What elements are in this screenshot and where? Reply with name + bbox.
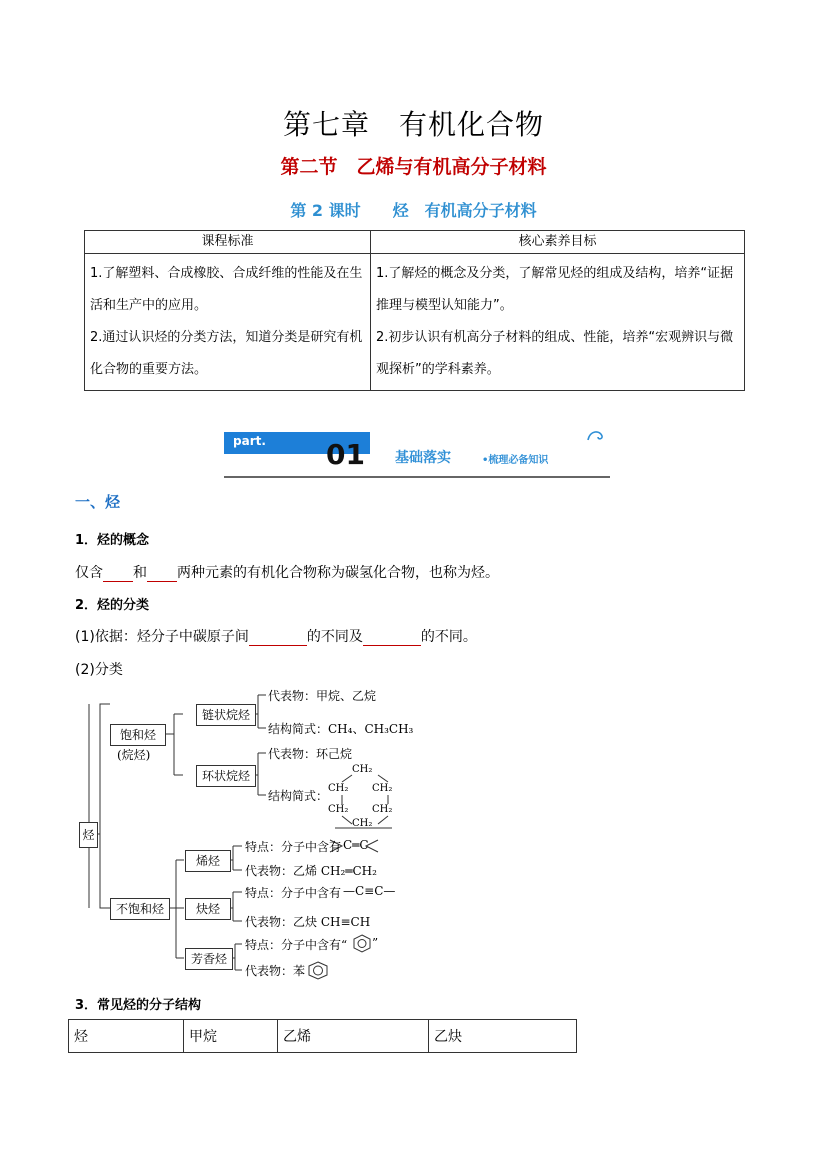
table-cell-hydrocarbon: 烃	[69, 1020, 184, 1053]
classification-heading: 2．烃的分类	[75, 598, 150, 613]
table-row	[69, 1020, 577, 1053]
goals-literacy-1: 1.了解烃的概念及分类，了解常见烃的组成及结构，培养“证据推理与模型认知能力”。	[376, 266, 734, 313]
tree-aromatic-feature-end: ”	[372, 936, 379, 950]
tree-aromatic-rep: 代表物：苯	[245, 964, 306, 978]
tree-saturated-alt: (烷烃)	[117, 748, 151, 762]
basis-text-b: 的不同及	[306, 629, 363, 645]
tree-aromatic: 芳香烃	[185, 948, 233, 970]
banner-part: part.	[233, 434, 266, 448]
table-cell-ethyne: 乙炔	[429, 1020, 577, 1053]
tree-alkyne-feature: 特点：分子中含有	[245, 886, 342, 900]
section-title: 第二节 乙烯与有机高分子材料	[280, 156, 547, 178]
tree-chain-alkane: 链状烷烃	[196, 704, 256, 726]
basis-text-a: (1)依据：烃分子中碳原子间	[75, 629, 249, 645]
tree-alkyne: 炔烃	[185, 898, 231, 920]
concept-text-b: 和	[133, 565, 147, 581]
goals-standard-2: 2.通过认识烃的分类方法，知道分类是研究有机化合物的重要方法。	[90, 330, 363, 377]
tree-alkene-bond: C═C	[343, 838, 369, 852]
structure-heading: 3．常见烃的分子结构	[75, 998, 202, 1013]
tree-ring-formula: 结构简式：	[268, 789, 329, 803]
goals-header-literacy: 核心素养目标	[371, 231, 745, 254]
tree-ring-alkane: 环状烷烃	[196, 765, 256, 787]
table-cell-methane: 甲烷	[184, 1020, 278, 1053]
banner-number: 01	[326, 438, 365, 471]
tree-saturated: 饱和烃	[110, 724, 166, 746]
concept-heading: 1．烃的概念	[75, 533, 150, 548]
tree-alkene-feature: 特点：分子中含有	[245, 840, 342, 854]
banner-title: 基础落实	[395, 450, 451, 466]
basis-text-c: 的不同。	[420, 629, 477, 645]
cyclo-ch2-bottom: CH₂	[352, 818, 373, 829]
cyclo-ch2-ul: CH₂	[328, 783, 349, 794]
tree-chain-formula: 结构简式：CH₄、CH₃CH₃	[268, 722, 414, 736]
goals-header-standard: 课程标准	[85, 231, 371, 254]
section-heading: 一、烃	[75, 493, 121, 511]
tree-alkyne-rep: 代表物：乙炔 CH≡CH	[245, 915, 371, 929]
tree-alkene: 烯烃	[185, 850, 231, 872]
cyclo-ch2-ur: CH₂	[372, 783, 393, 794]
classification-label: (2)分类	[75, 662, 123, 678]
banner-subtitle: •梳理必备知识	[482, 455, 549, 466]
concept-text-a: 仅含	[75, 565, 103, 581]
goals-literacy-2: 2.初步认识有机高分子材料的组成、性能，培养“宏观辨识与微观探析”的学科素养。	[376, 330, 734, 377]
chapter-title: 第七章 有机化合物	[282, 108, 544, 141]
table-cell-ethene: 乙烯	[278, 1020, 429, 1053]
cyclo-ch2-top: CH₂	[352, 764, 373, 775]
cyclo-ch2-lr: CH₂	[372, 804, 393, 815]
concept-text-c: 两种元素的有机化合物称为碳氢化合物，也称为烃。	[177, 565, 499, 581]
cyclo-ch2-ll: CH₂	[328, 804, 349, 815]
tree-ring-rep: 代表物：环己烷	[268, 747, 353, 761]
tree-root: 烃	[79, 822, 98, 848]
tree-alkyne-bond: —C≡C—	[343, 884, 396, 898]
tree-chain-rep: 代表物：甲烷、乙烷	[268, 689, 377, 703]
lesson-title: 第 2 课时 烃 有机高分子材料	[290, 201, 537, 220]
tree-alkene-rep: 代表物：乙烯 CH₂═CH₂	[245, 864, 377, 878]
tree-unsaturated: 不饱和烃	[110, 898, 170, 920]
goals-standard-1: 1.了解塑料、合成橡胶、合成纤维的性能及在生活和生产中的应用。	[90, 266, 363, 313]
tree-aromatic-feature: 特点：分子中含有“	[245, 938, 348, 952]
molecule-table	[68, 1019, 577, 1053]
